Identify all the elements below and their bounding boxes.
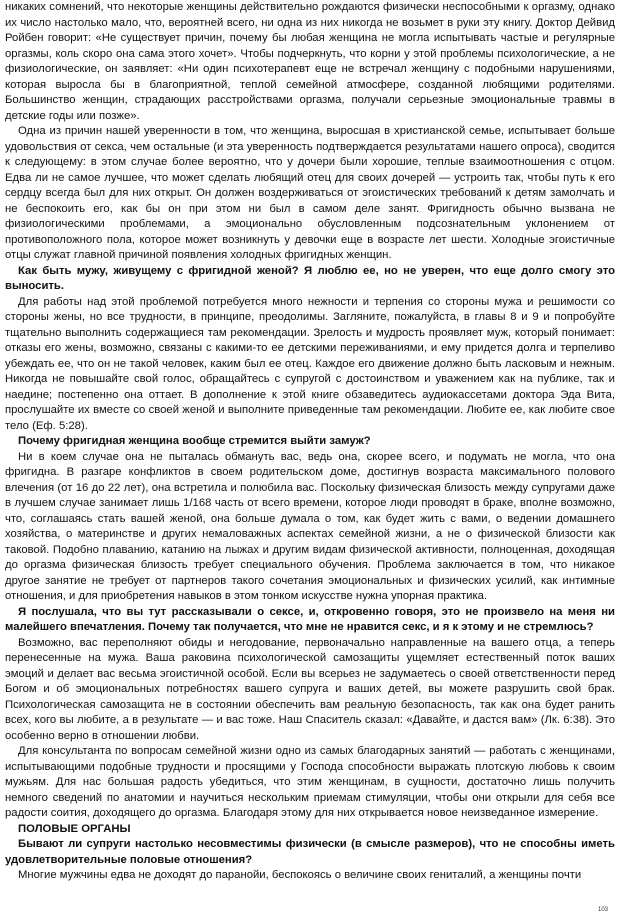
section-heading: ПОЛОВЫЕ ОРГАНЫ xyxy=(18,822,131,835)
paragraph-7: Многие мужчины едва не доходят до паранойи, беспокоясь о величине своих гениталий, а женщины почти xyxy=(18,869,582,881)
paragraph-4: Ни в коем случае она не пыталась обмануть вас, ведь она, скорее всего, и подумать не могла, что она фригидна. В разгаре конфликтов в своем родительском доме, достигнув возраста максимального полового влечения (от 16 до 22 лет), она встретила и полюбила вас. Поскольку физическая близость между супругами даже в лучшем случае занимает лишь 1/168 часть от всего времени, которое люди проводят в браке, вполне возможно, что, соглашаясь стать вашей женой, она больше думала о том, как будет жить с вами, о ведении домашнего хозяйства, о материнстве и других немаловажных аспектах семейной жизни, а не о физической близости как таковой. Подобно плаванию, катанию на лыжах и другим видам физической активности, полноценная, доходящая до оргазма физическая близость требует специального обучения. Проблема заключается в том, что никакое другое занятие не требует от партнеров такого сочетания эмоциональных и физических усилий, как интимные отношения, и для приобретения навыков в этом тонком искусстве нужна упорная практика. xyxy=(5,450,615,602)
question-4: Бывают ли супруги настолько несовместимы физически (в смысле размеров), что не способны иметь удовлетворительные половые отношения? xyxy=(5,838,615,866)
paragraph-1: никаких сомнений, что некоторые женщины действительно рождаются физически неспособными к оргазму, однако их число настолько мало, что, вероятней всего, ни одна из них никогда не возьмет в руки эту книгу. Доктор Дейвид Ройбен говорит: «Не существует причин, почему бы любая женщина не могла испытывать частые и регулярные оргазмы, коль скоро она сама этого хочет». Чтобы подчеркнуть, что корни у этой проблемы психологические, а не физиологические, он заявляет: «Ни один психотерапевт еще не встречал женщину с подобными нарушениями, которая выросла бы в благоприятной, теплой семейной атмосфере, созданной любящими родителями. Большинство женщин, страдающих расстройствами оргазма, получали серьезные эмоциональные травмы в детские годы или позже». xyxy=(5,1,615,122)
question-3: Я послушала, что вы тут рассказывали о сексе, и, откровенно говоря, это не произвело на меня ни малейшего впечатления. Почему так получается, что мне не нравится секс, и я к этому и не стремлюсь? xyxy=(5,605,615,633)
paragraph-3: Для работы над этой проблемой потребуется много нежности и терпения со стороны мужа и решимости со стороны жены, но все трудности, в принципе, преодолимы. Загляните, пожалуйста, в главы 8 и 9 и попробуйте тщательно выполнить содержащиеся там рекомендации. Зрелость и мудрость проявляет муж, который понимает: отказы его жены, возможно, связаны с какими-то ее детскими переживаниями, и ему придется долга и терпеливо убеждать ее, что он не такой человек, каким был ее отец. Каждое его движение должно быть ласковым и нежным. Никогда не повышайте свой голос, обращайтесь с супругой с достоинством и уважением как на публике, так и наедине; постепенно она оттает. В дополнение к этой книге обзаведитесь аудиокассетами доктора Эда Вита, прослушайте их вместе со своей женой и выполните приведенные там рекомендации. Любите ее, как любите свое тело (Еф. 5:28). xyxy=(5,295,615,432)
document-page xyxy=(5,0,615,915)
paragraph-5: Возможно, вас переполняют обиды и негодование, первоначально направленные на вашего отца, а теперь перенесенные на мужа. Ваша раковина психологической самозащиты ущемляет естественный поток ваших эмоций и делает вас весьма эгоистичной особой. Если вы всерьез не задумаетесь о своей ответственности перед Богом и об эмоциональных потребностях вашего супруга и ваших детей, вы можете разрушить свой брак. Психологическая самозащита не в состоянии обеспечить вам реальную безопасность, так как она будет ранить всех, кого вы любите, а в результате — и вас тоже. Наш Спаситель сказал: «Давайте, и дастся вам» (Лк. 6:38). Это особенно верно в отношении любви. xyxy=(5,636,615,742)
page-number: 103 xyxy=(597,907,608,913)
paragraph-2: Одна из причин нашей уверенности в том, что женщина, выросшая в христианской семье, испытывает больше удовольствия от секса, чем остальные (и эта уверенность подтверждается результатами нашего опроса), сводится к следующему: в этом случае более вероятно, что у дочери были хорошие, теплые взаимоотношения с отцом. Едва ли не самое лучшее, что может сделать любящий отец для своих дочерей — устроить так, чтобы путь к его сердцу всегда был для них открыт. Он должен воздерживаться от эгоистических требований к детям замолчать и не беспокоить его, как бы он при этом ни был в самом деле занят. Фригидность обычно вызвана не физиологическими проблемами, а эмоционально обусловленным подсознательным уклонением от противоположного пола, которое может возникнуть у девочки еще в возрасте лет шести. Холодные эгоистичные отцы служат главной причиной появления холодных фригидных женщин. xyxy=(5,125,615,261)
question-1: Как быть мужу, живущему с фригидной женой? Я люблю ее, но не уверен, что еще долго смогу это выносить. xyxy=(5,264,615,292)
paragraph-6: Для консультанта по вопросам семейной жизни одно из самых благодарных занятий — работать с женщинами, испытывающими подобные трудности и просящими у Господа способности выражать плотскую любовь к своим мужьям. Для нас большая радость убедиться, что этим женщинам, в сущности, достаточно лишь получить немного сведений по анатомии и научиться нескольким приемам стимуляции, чтобы они открыли для себя все радости соития, доходящего до оргазма. Благодаря этому для них открывается новое неизведанное измерение. xyxy=(5,745,615,819)
question-2: Почему фригидная женщина вообще стремится выйти замуж? xyxy=(18,435,371,447)
